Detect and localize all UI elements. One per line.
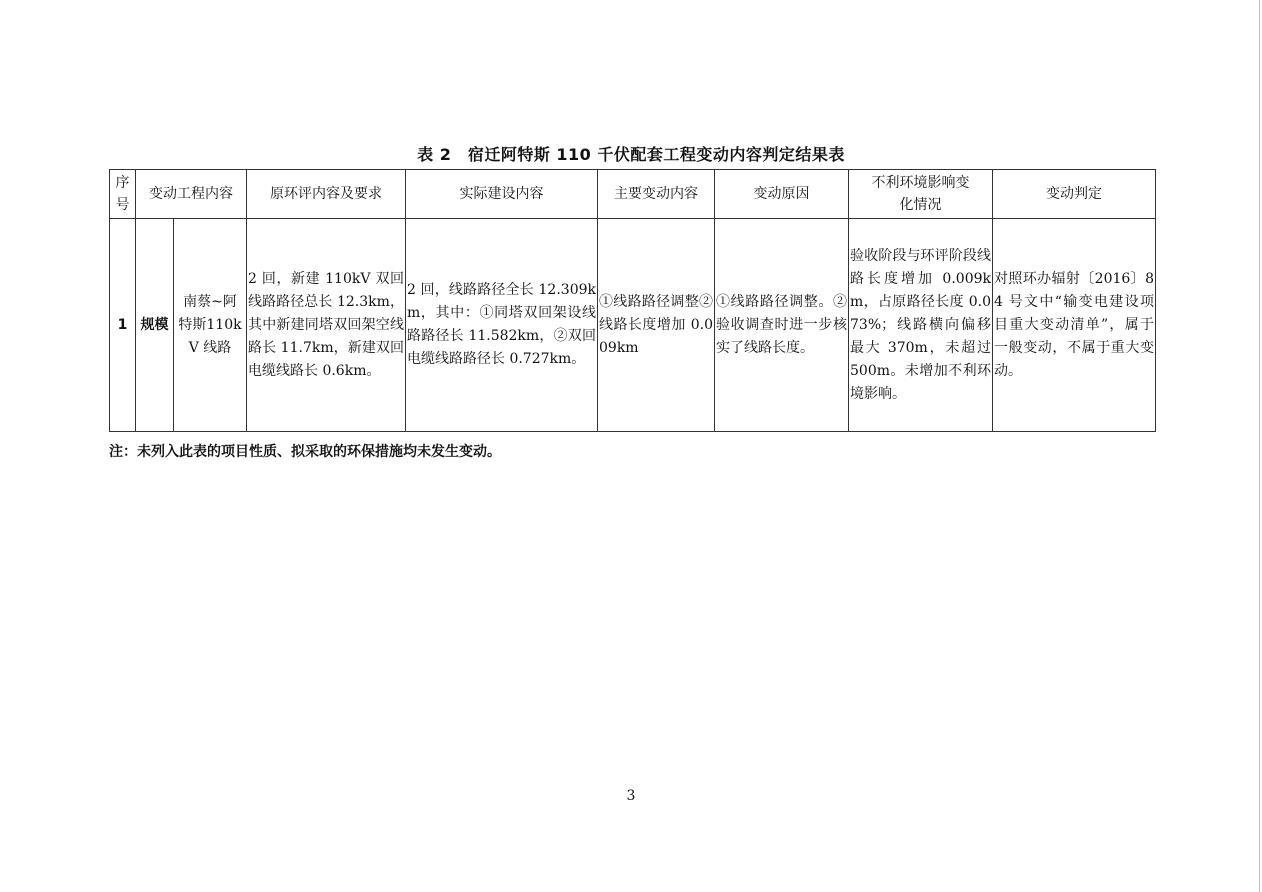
table-note: 注：未列入此表的项目性质、拟采取的环保措施均未发生变动。 [109,444,501,460]
cell-impact: 验收阶段与环评阶段线路长度增加 0.009km，占原路径长度 0.073%；线路横向偏移最大 370m，未超过 500m。未增加不利环境影响。 [849,219,993,432]
cell-actual: 2 回，线路路径全长 12.309km，其中：①同塔双回架设线路路径长 11.582km，②双回电缆线路路径长 0.727km。 [406,219,598,432]
cell-judgement: 对照环办辐射〔2016〕84 号文中“输变电建设项目重大变动清单”，属于一般变动，不属于重大变动。 [993,219,1156,432]
header-main-change: 主要变动内容 [598,170,715,219]
header-judgement: 变动判定 [993,170,1156,219]
change-judgement-table [109,169,1156,432]
cell-reason: ①线路路径调整。②验收调查时进一步核实了线路长度。 [715,219,849,432]
cell-original: 2 回，新建 110kV 双回线路路径总长 12.3km，其中新建同塔双回架空线路长 11.7km，新建双回电缆线路长 0.6km。 [247,219,406,432]
table-row [110,219,1156,432]
header-impact: 不利环境影响变化情况 [849,170,993,219]
header-actual: 实际建设内容 [406,170,598,219]
header-reason: 变动原因 [715,170,849,219]
cell-category: 规模 [136,219,174,432]
cell-main-change: ①线路路径调整②线路长度增加 0.009km [598,219,715,432]
cell-item: 南蔡~阿特斯110kV 线路 [174,219,247,432]
cell-seq: 1 [110,219,136,432]
page-number: 3 [626,788,636,804]
header-original: 原环评内容及要求 [247,170,406,219]
table-title: 表 2 宿迁阿特斯 110 千伏配套工程变动内容判定结果表 [417,145,845,164]
header-project: 变动工程内容 [136,170,247,219]
header-seq: 序号 [110,170,136,219]
table-header-row [110,170,1156,219]
page-edge [1259,0,1260,892]
